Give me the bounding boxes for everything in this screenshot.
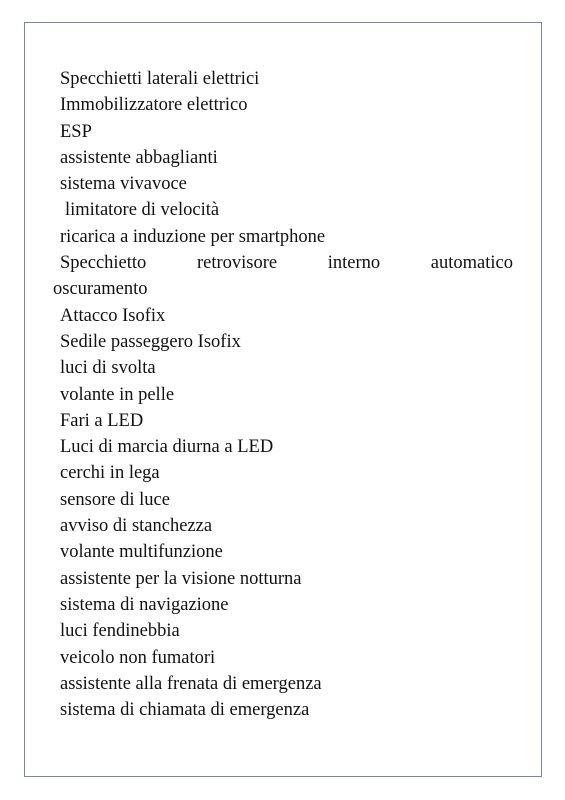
list-item: cerchi in lega bbox=[60, 463, 160, 484]
list-item: sistema vivavoce bbox=[60, 174, 187, 195]
list-item: ricarica a induzione per smartphone bbox=[60, 226, 326, 247]
list-item: assistente alla frenata di emergenza bbox=[60, 673, 322, 694]
list-item: veicolo non fumatori bbox=[60, 647, 216, 668]
list-item: assistente abbaglianti bbox=[60, 147, 218, 168]
list-item: sistema di chiamata di emergenza bbox=[60, 700, 310, 721]
list-item: limitatore di velocità bbox=[65, 200, 220, 221]
list-item: Specchietti laterali elettrici bbox=[60, 69, 260, 89]
list-item: ESP bbox=[60, 121, 92, 142]
list-item: sensore di luce bbox=[60, 489, 170, 510]
list-item: volante multifunzione bbox=[60, 542, 223, 563]
list-item: avviso di stanchezza bbox=[60, 516, 213, 537]
feature-list bbox=[53, 66, 513, 723]
list-item: assistente per la visione notturna bbox=[60, 568, 302, 589]
list-item: Attacco Isofix bbox=[60, 305, 166, 326]
list-item: volante in pelle bbox=[60, 384, 175, 405]
list-item: sistema di navigazione bbox=[60, 594, 229, 615]
list-item: Immobilizzatore elettrico bbox=[60, 95, 248, 116]
list-item: luci fendinebbia bbox=[60, 621, 180, 642]
list-item: Fari a LED bbox=[60, 410, 144, 431]
list-item-wrapped bbox=[53, 250, 513, 303]
list-item: Sedile passeggero Isofix bbox=[60, 331, 241, 352]
list-item: Luci di marcia diurna a LED bbox=[60, 437, 274, 458]
list-item-line-2: oscuramento bbox=[53, 279, 148, 300]
list-item: luci di svolta bbox=[60, 358, 156, 379]
list-item-line-1: Specchietto retrovisore interno automatico bbox=[60, 253, 513, 274]
